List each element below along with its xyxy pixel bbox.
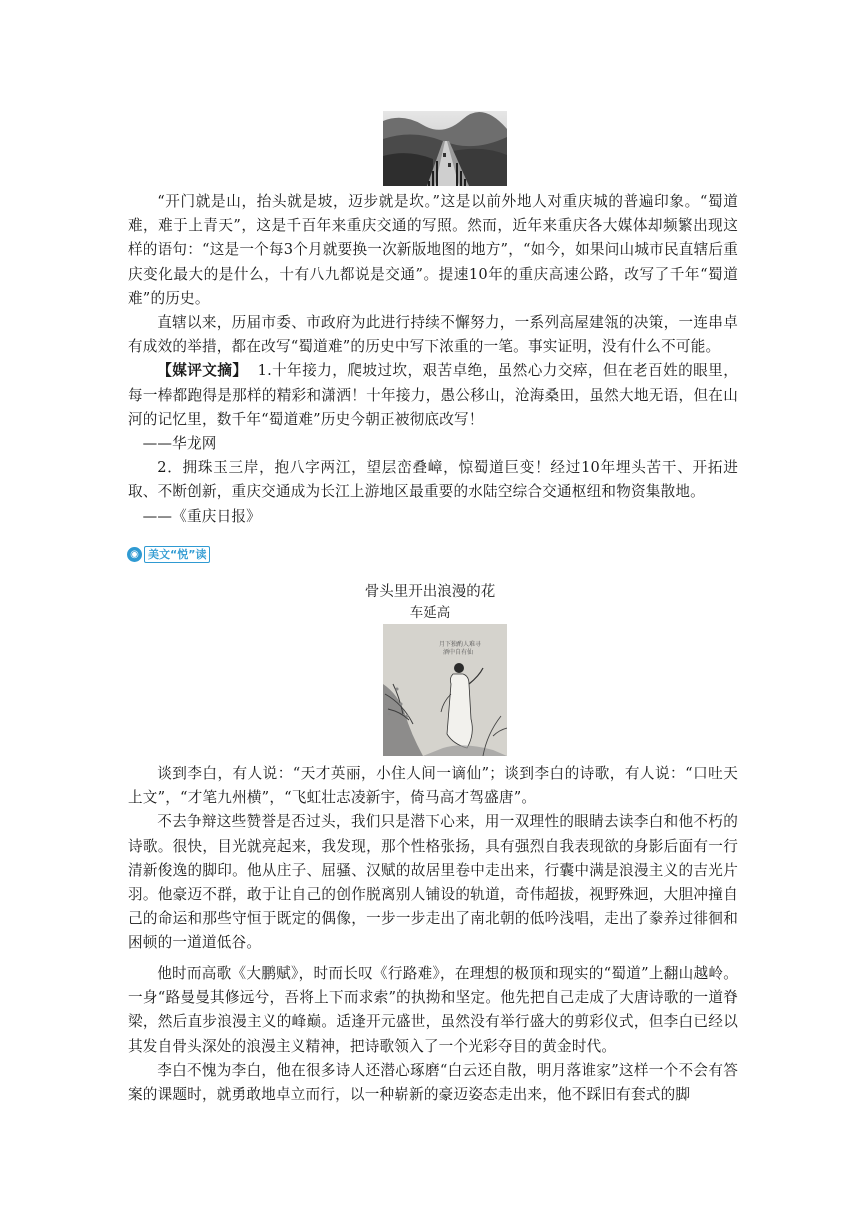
paragraph: “开门就是山，抬头就是坡，迈步就是坎。”这是以前外地人对重庆城的普遍印象。“蜀道难，难于上青天”，这是千百年来重庆交通的写照。然而，近年来重庆各大媒体却频繁出现这样的语句：“这是一个每3个月就要换一次新版地图的地方”，“如今，如果问山城市民直辖后重庆变化最大的是什么，十有八九都说是交通”。提速10年的重庆高速公路，改写了千年“蜀道难”的历史。: [128, 193, 738, 307]
painting-inscription: 酒中自有仙: [443, 649, 474, 656]
paragraph: 直辖以来，历届市委、市政府为此进行持续不懈努力，一系列高屋建瓴的决策，一连串卓有成效的举措，都在改写“蜀道难”的历史中写下浓重的一笔。事实证明，没有什么不可能。: [128, 314, 738, 356]
paragraph: 他时而高歌《大鹏赋》，时而长叹《行路难》，在理想的极顶和现实的“蜀道”上翻山越岭。一身“路曼曼其修远兮，吾将上下而求索”的执拗和坚定。他先把自己走成了大唐诗歌的一道脊梁，然后直步浪漫主义的峰巅。适逢开元盛世，虽然没有举行盛大的剪彩仪式，但李白已经以其发自骨头深处的浪漫主义精神，把诗歌领入了一个光彩夺目的黄金时代。: [128, 965, 738, 1055]
painting-inscription: 月下独酌人难寻: [439, 641, 482, 648]
paragraph: 2．拥珠玉三岸，抱八字两江，望层峦叠嶂，惊蜀道巨变！经过10年埋头苦干、开拓进取、不断创新，重庆交通成为长江上游地区最重要的水陆空综合交通枢纽和物资集散地。: [128, 459, 738, 501]
section-badge: [127, 546, 210, 563]
source-attribution: ——《重庆日报》: [142, 507, 261, 525]
paragraph: 李白不愧为李白，他在很多诗人还潜心琢磨“白云还自散，明月落谁家”这样一个不会有答案的课题时，就勇敢地卓立而行，以一种崭新的豪迈姿态走出来，他不踩旧有套式的脚: [128, 1061, 738, 1104]
media-review-label: 【媒评文摘】: [157, 362, 248, 380]
section-badge-label: 美文“悦”读: [144, 546, 210, 563]
source-attribution: ——华龙网: [142, 435, 217, 453]
poet-ink-painting: [383, 624, 507, 756]
article-body-part2: [128, 962, 738, 1107]
media-review-text: 1.十年接力，爬坡过坎，艰苦卓绝，虽然心力交瘁，但在老百姓的眼里，每一棒都跑得是那样的精彩和潇洒！十年接力，愚公移山，沧海桑田，虽然大地无语，但在山河的记忆里，数千年“蜀道难”历史今朝正被彻底改写！: [128, 362, 739, 428]
leaf-icon: ◉: [127, 547, 142, 562]
media-review-paragraph: [128, 359, 738, 432]
article-body-part1: [128, 762, 738, 956]
paragraph: 谈到李白，有人说：“天才英丽，小住人间一谪仙”；谈到李白的诗歌，有人说：“口吐天上文”，“才笔九州横”，“飞虹壮志凌新宇，倚马高才驾盛唐”。: [128, 765, 738, 807]
paragraph: 不去争辩这些赞誉是否过头，我们只是潜下心来，用一双理性的眼睛去读李白和他不朽的诗歌。很快，目光就亮起来，我发现，那个性格张扬，具有强烈自我表现欲的身影后面有一行清新俊逸的脚印。他从庄子、屈骚、汉赋的故居里卷中走出来，行囊中满是浪漫主义的吉光片羽。他豪迈不群，敢于让自己的创作脱离别人铺设的轨道，奇伟超拔，视野殊迥，大胆冲撞自己的命运和那些守恒于既定的偶像，一步一步走出了南北朝的低吟浅唱，走出了豢养过徘徊和困顿的一道道低谷。: [128, 813, 738, 952]
highway-bridge-photo: [383, 111, 507, 186]
article-title: 骨头里开出浪漫的花: [364, 584, 496, 600]
section-chongqing-traffic: [128, 190, 738, 529]
article-author: 车延高: [409, 605, 451, 621]
